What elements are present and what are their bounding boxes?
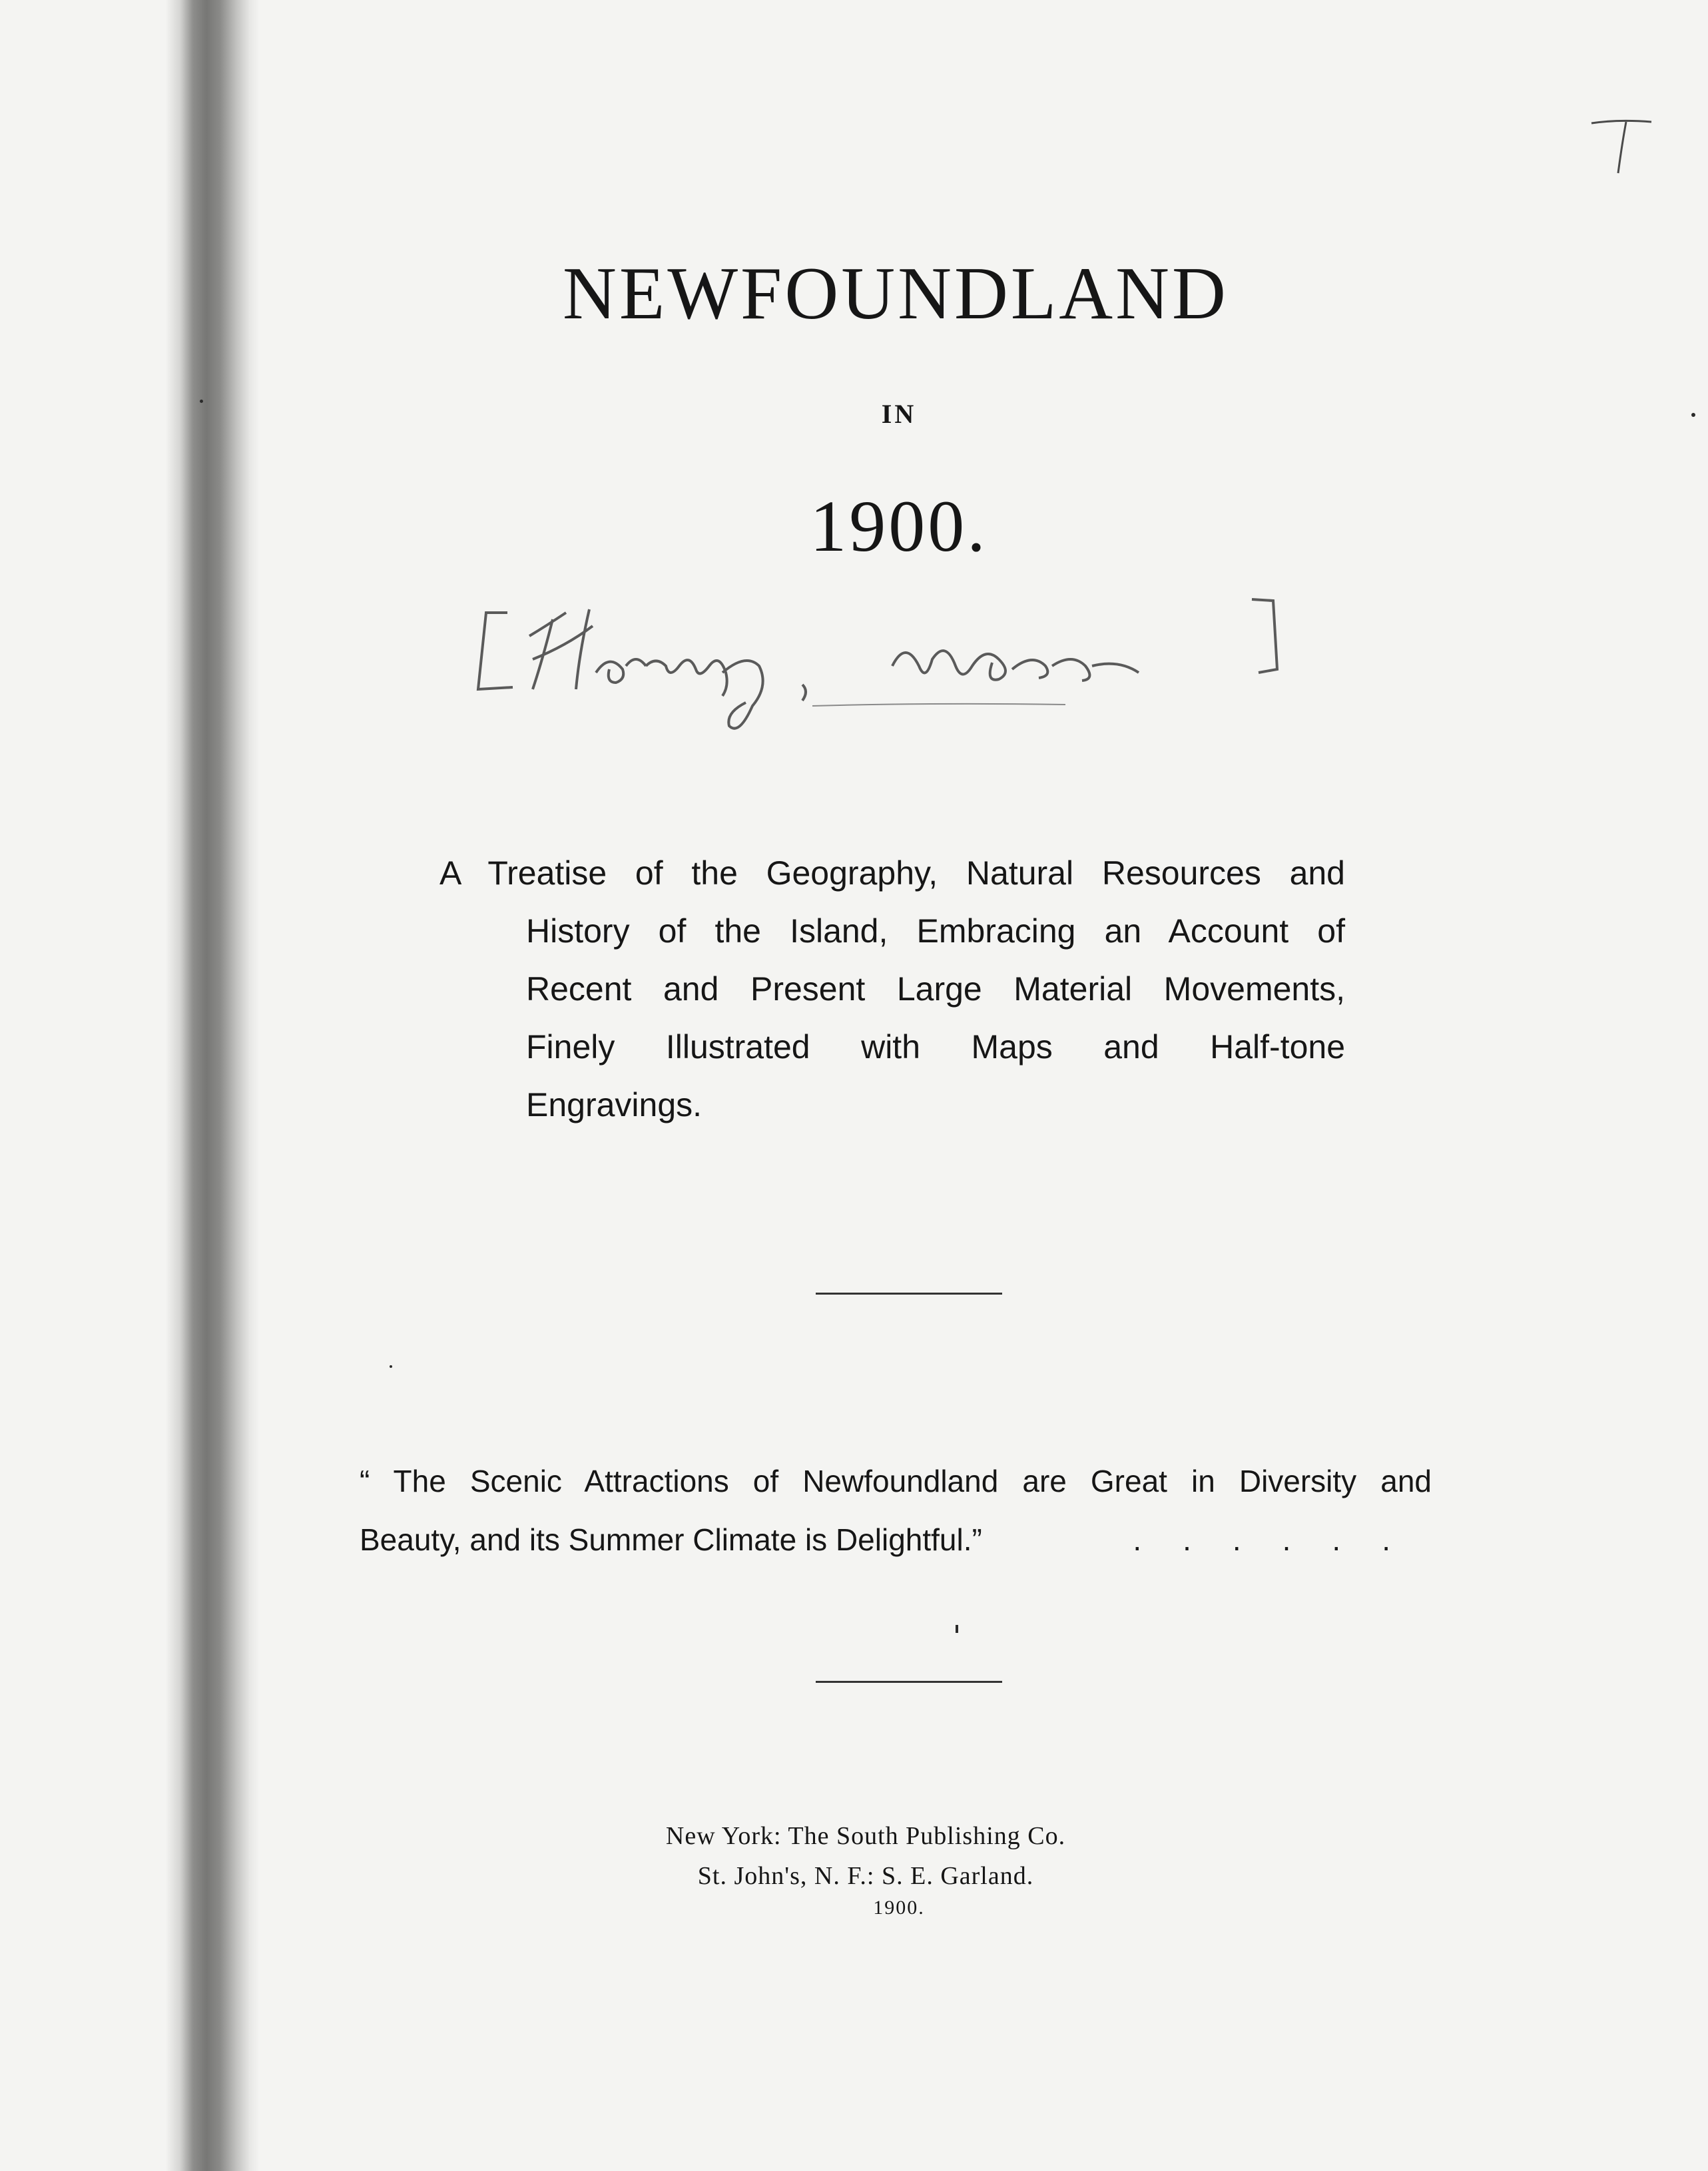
section-divider	[816, 1681, 1002, 1683]
subtitle-description	[439, 844, 1345, 1134]
description-line: Engravings.	[526, 1086, 703, 1123]
imprint-line-2: St. John's, N. F.: S. E. Garland.	[697, 1862, 1034, 1890]
scan-speck	[956, 1625, 958, 1633]
title-year: 1900.	[810, 485, 988, 567]
quote-line: “ The Scenic Attractions of Newfoundland are Great in Diversity and	[360, 1464, 1432, 1498]
section-divider	[816, 1293, 1002, 1295]
book-title: NEWFOUNDLAND	[563, 252, 1229, 335]
scan-speck	[200, 400, 203, 403]
quote-line-with-dots	[360, 1510, 1432, 1569]
handwritten-author-annotation	[466, 573, 1332, 746]
scan-speck	[1691, 413, 1695, 417]
quote-line: Beauty, and its Summer Climate is Delightful.”	[360, 1522, 982, 1557]
epigraph-quote	[360, 1452, 1432, 1569]
description-line: History of the Island, Embracing an Account of	[526, 912, 1345, 950]
corner-pencil-mark	[1585, 110, 1658, 183]
title-connector: IN	[881, 399, 917, 429]
binding-shadow	[166, 0, 260, 2171]
description-line: Recent and Present Large Material Movements,	[526, 970, 1345, 1008]
imprint-line-1: New York: The South Publishing Co.	[665, 1822, 1066, 1850]
quote-dots: ......	[1133, 1522, 1432, 1557]
scan-speck	[390, 1365, 392, 1368]
description-line: Finely Illustrated with Maps and Half-tone	[526, 1028, 1345, 1066]
imprint-year: 1900.	[873, 1897, 925, 1919]
description-line: A Treatise of the Geography, Natural Resources and	[439, 854, 1345, 892]
